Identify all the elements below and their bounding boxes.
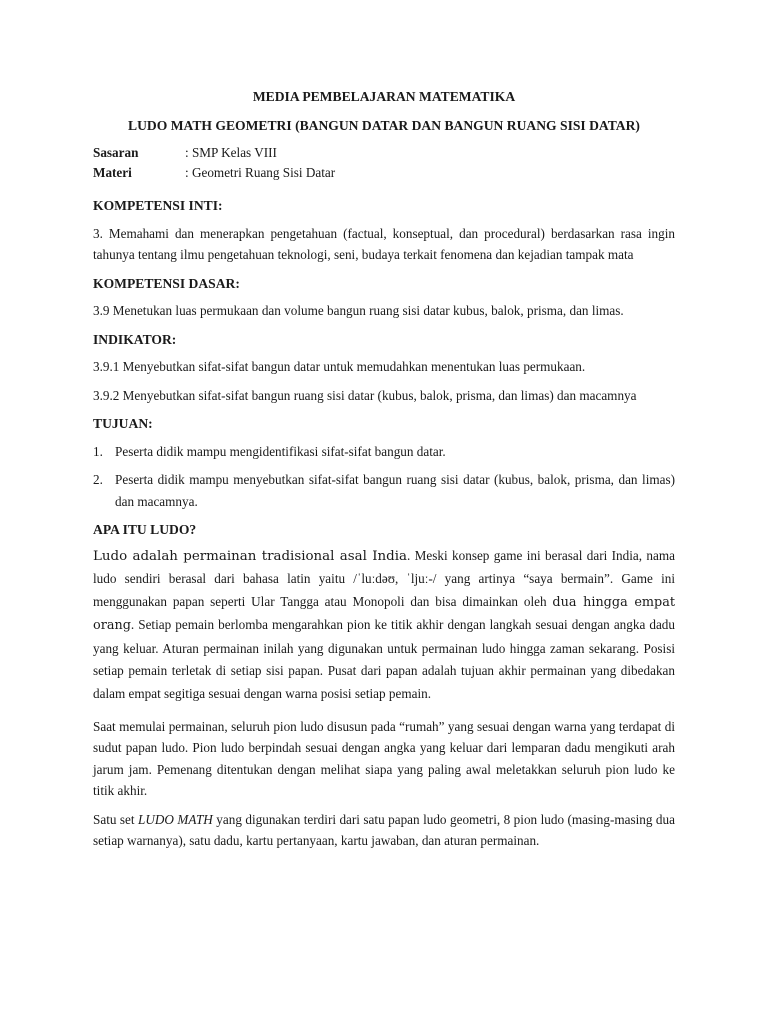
list-item	[93, 441, 675, 463]
kompetensi-dasar-text: 3.9 Menetukan luas permukaan dan volume bangun ruang sisi datar kubus, balok, prisma, dan limas.	[93, 303, 624, 318]
kompetensi-inti-heading: KOMPETENSI INTI:	[93, 198, 223, 213]
list-text: Peserta didik mampu menyebutkan sifat-sifat bangun ruang sisi datar (kubus, balok, prisma, dan limas) dan macamnya.	[115, 472, 675, 509]
meta-value: : SMP Kelas VIII	[185, 145, 277, 160]
kompetensi-inti-text: 3. Memahami dan menerapkan pengetahuan (factual, konseptual, dan procedural) berdasarkan rasa ingin tahunya tentang ilmu pengetahuan teknologi, seni, budaya terkait fenomena dan kejadian tampak mata	[93, 225, 675, 262]
list-item	[93, 469, 675, 512]
meta-key: Sasaran	[93, 145, 139, 160]
ludo-text-a: . Meski konsep game ini berasal dari India, nama ludo sendiri berasal dari bahasa latin yaitu /ˈluːdəʊ, ˈljuː-/ yang artinya “saya bermain”. Game ini menggunakan papan seperti Ular Tangga atau Monopoli dan bisa dimainkan oleh	[93, 547, 675, 609]
kompetensi-dasar-heading: KOMPETENSI DASAR:	[93, 275, 240, 291]
ludo-players-text: dua hingga empat orang	[93, 594, 675, 634]
meta-row-sasaran	[93, 143, 675, 163]
meta-value: : Geometri Ruang Sisi Datar	[185, 165, 336, 180]
tujuan-list	[93, 441, 675, 513]
ludo-paragraph-1	[93, 545, 675, 706]
document-subtitle: LUDO MATH GEOMETRI (BANGUN DATAR DAN BANGUN RUANG SISI DATAR)	[128, 117, 640, 133]
ludo-text-b: . Setiap pemain berlomba mengarahkan pion ke titik akhir dengan langkah sesuai dengan angka dadu yang keluar. Aturan permainan inilah yang digunakan untuk permainan ludo hingga zaman sekarang. Posisi setiap pemain terletak di setiap sisi papan. Pusat dari papan adalah tujuan akhir permainan yang dibedakan dalam empat segitiga sesuai dengan warna posisi setiap pemain.	[93, 617, 675, 702]
ludo-math-name: LUDO MATH	[138, 811, 213, 827]
meta-key: Materi	[93, 165, 132, 180]
list-number: 2.	[93, 472, 103, 487]
indikator-heading: INDIKATOR:	[93, 331, 177, 347]
ludo-set-post: yang digunakan terdiri dari satu papan ludo geometri, 8 pion ludo (masing-masing dua setiap warnanya), satu dadu, kartu pertanyaan, kartu jawaban, dan aturan permainan.	[93, 811, 675, 849]
indikator-item: 3.9.1 Menyebutkan sifat-sifat bangun datar untuk memudahkan menentukan luas permukaan.	[93, 359, 586, 374]
list-number: 1.	[93, 443, 103, 459]
document-title: MEDIA PEMBELAJARAN MATEMATIKA	[252, 89, 516, 104]
indikator-item: 3.9.2 Menyebutkan sifat-sifat bangun ruang sisi datar (kubus, balok, prisma, dan limas) dan macamnya	[93, 387, 637, 403]
apa-itu-ludo-heading: APA ITU LUDO?	[93, 522, 197, 537]
ludo-lead-text: Ludo adalah permainan tradisional asal India	[93, 548, 407, 564]
ludo-paragraph-2: Saat memulai permainan, seluruh pion ludo disusun pada “rumah” yang sesuai dengan warna yang terdapat di sudut papan ludo. Pion ludo berpindah sesuai dengan angka yang keluar dari lemparan dadu mengikuti arah jarum jam. Pemenang ditentukan dengan melihat siapa yang paling awal meletakkan seluruh pion ludo ke titik akhir.	[93, 718, 675, 799]
document-page	[93, 86, 675, 859]
ludo-set-pre: Satu set	[93, 811, 139, 827]
tujuan-heading: TUJUAN:	[93, 416, 153, 431]
list-text: Peserta didik mampu mengidentifikasi sifat-sifat bangun datar.	[115, 443, 446, 459]
meta-row-materi	[93, 163, 675, 183]
ludo-paragraph-3	[93, 809, 675, 852]
